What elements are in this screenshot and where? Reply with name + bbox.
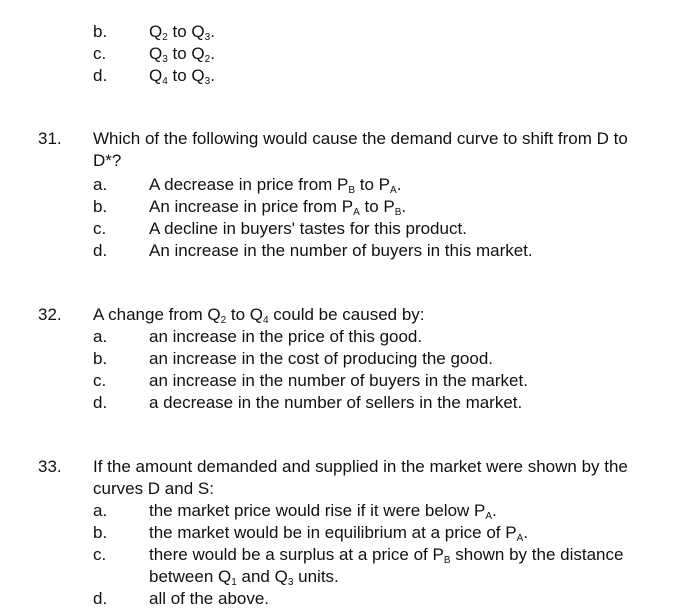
question-number: 31.	[38, 129, 62, 148]
option-b-text: An increase in price from $P_A$ to $P_B$.	[149, 197, 407, 218]
question-stem-continued: D*?	[93, 151, 122, 170]
question-stem: A change from $Q_2$ to $Q_4$ could be caused by:	[93, 305, 425, 326]
question-number: 33.	[38, 457, 62, 476]
subscript: 2	[220, 315, 227, 326]
subscript: 4	[263, 315, 269, 326]
option-letter: b.	[93, 22, 108, 41]
question-stem-continued: curves D and S:	[93, 479, 214, 498]
option-a-text: the market price would rise if it were below $P_A$.	[149, 501, 497, 522]
option-d-text: An increase in the number of buyers in this market.	[149, 241, 533, 260]
option-letter: c.	[93, 44, 107, 63]
question-stem: Which of the following would cause the demand curve to shift from D to	[93, 129, 628, 148]
option-c-text: there would be a surplus at a price of $P_B$ shown by the distance	[149, 545, 624, 566]
subscript: 3	[287, 577, 294, 588]
subscript: B	[394, 207, 402, 218]
subscript: B	[348, 185, 356, 196]
option-letter: c.	[93, 219, 107, 238]
question-stem: If the amount demanded and supplied in the market were shown by the	[93, 457, 628, 476]
option-c-text-continued: between $Q_1$ and $Q_3$ units.	[149, 567, 339, 588]
option-letter: c.	[93, 371, 107, 390]
option-letter: c.	[93, 545, 107, 564]
option-letter: d.	[93, 589, 108, 608]
option-b-text: an increase in the cost of producing the good.	[149, 349, 494, 368]
subscript: A	[353, 207, 360, 218]
option-a-text: A decrease in price from $P_B$ to $P_A$.	[149, 175, 402, 196]
option-b-text: the market would be in equilibrium at a price of $P_A$.	[149, 523, 528, 544]
option-text: $Q_2$ to $Q_3$.	[149, 22, 215, 43]
option-letter: d.	[93, 66, 108, 85]
option-letter: b.	[93, 197, 108, 216]
subscript: 1	[231, 577, 237, 588]
option-d-text: a decrease in the number of sellers in the market.	[149, 393, 523, 412]
option-letter: b.	[93, 523, 108, 542]
subscript: 4	[162, 76, 168, 87]
option-a-text: an increase in the price of this good.	[149, 327, 423, 346]
subscript: A	[516, 533, 524, 544]
subscript: 3	[204, 32, 211, 43]
option-d-text: all of the above.	[149, 589, 270, 608]
option-c-text: an increase in the number of buyers in the market.	[149, 371, 528, 390]
subscript: 3	[204, 76, 211, 87]
option-letter: d.	[93, 393, 108, 412]
subscript: 3	[162, 54, 168, 65]
option-letter: d.	[93, 241, 108, 260]
option-letter: a.	[93, 175, 108, 194]
subscript: B	[443, 555, 451, 566]
question-number: 32.	[38, 305, 62, 324]
option-letter: a.	[93, 327, 108, 346]
subscript: A	[390, 185, 397, 196]
option-letter: b.	[93, 349, 108, 368]
subscript: 2	[204, 54, 211, 65]
option-c-text: A decline in buyers' tastes for this product.	[149, 219, 467, 238]
option-text: $Q_3$ to $Q_2$.	[149, 44, 215, 65]
subscript: 2	[162, 32, 168, 43]
subscript: A	[485, 511, 493, 522]
option-text: $Q_4$ to $Q_3$.	[149, 66, 215, 87]
option-letter: a.	[93, 501, 108, 520]
